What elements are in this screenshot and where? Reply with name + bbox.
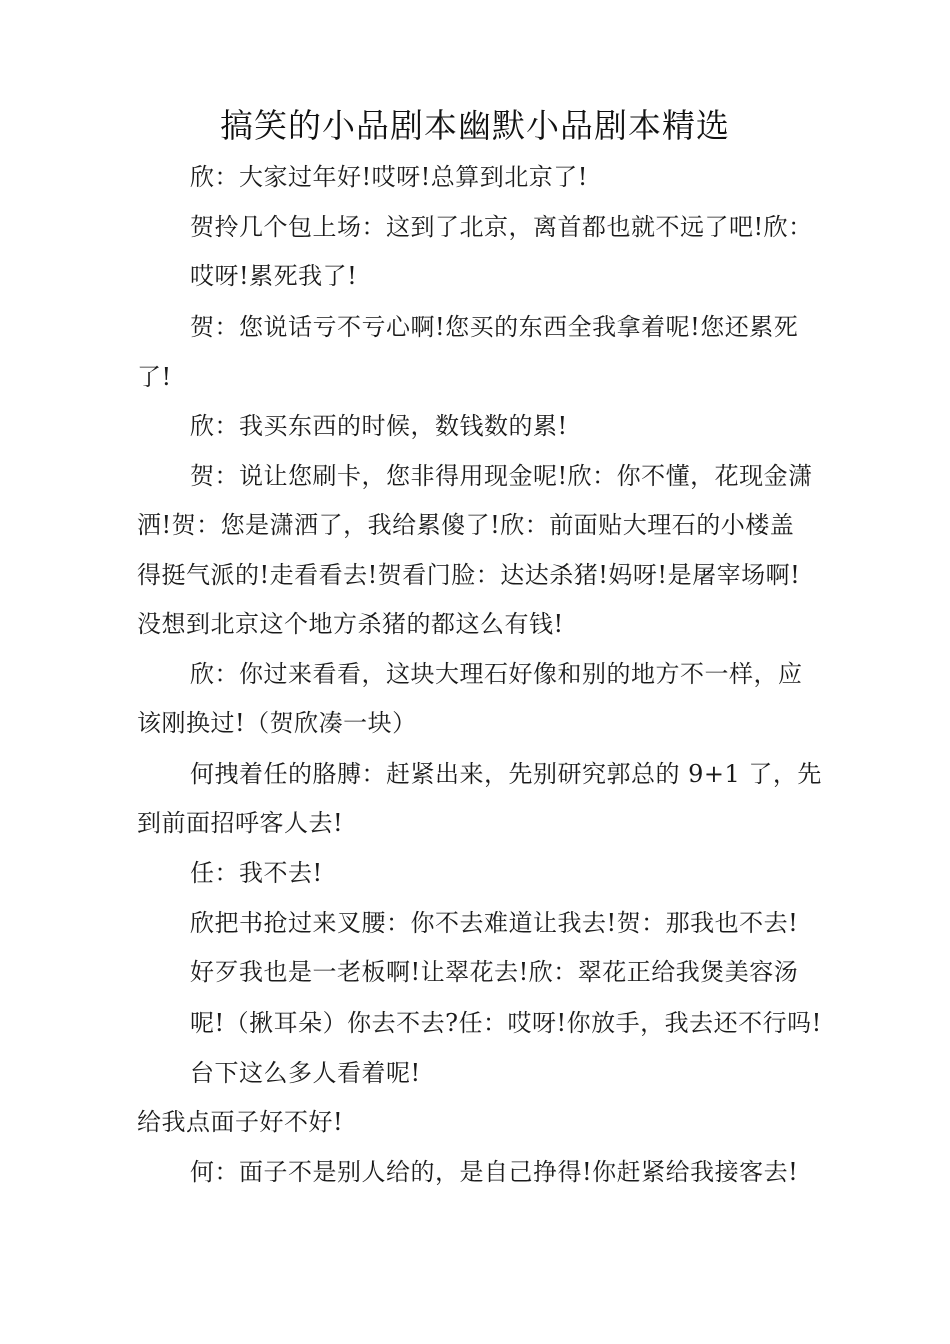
- script-line: 得挺气派的!走看看去!贺看门脸：达达杀猪!妈呀!是屠宰场啊!: [137, 561, 801, 589]
- script-line: 何：面子不是别人给的，是自己挣得!你赶紧给我接客去!: [190, 1158, 799, 1186]
- script-line: 了!: [137, 363, 172, 391]
- script-line: 该刚换过!（贺欣凑一块）: [137, 709, 417, 737]
- script-line: 欣：我买东西的时候，数钱数的累!: [190, 412, 568, 440]
- document-title: 搞笑的小品剧本幽默小品剧本精选: [220, 106, 730, 145]
- script-line: 给我点面子好不好!: [137, 1108, 344, 1136]
- script-line: 台下这么多人看着呢!: [190, 1059, 421, 1087]
- script-line: 贺拎几个包上场：这到了北京，离首都也就不远了吧!欣：: [190, 213, 813, 241]
- script-line: 任：我不去!: [190, 859, 323, 887]
- script-line: 欣：大家过年好!哎呀!总算到北京了!: [190, 163, 588, 191]
- script-line: 好歹我也是一老板啊!让翠花去!欣：翠花正给我煲美容汤: [190, 958, 799, 986]
- script-line: 到前面招呼客人去!: [137, 809, 344, 837]
- script-line: 何拽着任的胳膊：赶紧出来，先别研究郭总的 9+1 了，先: [190, 760, 822, 788]
- script-line: 欣：你过来看看，这块大理石好像和别的地方不一样，应: [190, 660, 803, 688]
- script-line: 贺：说让您刷卡，您非得用现金呢!欣：你不懂，花现金潇: [190, 462, 813, 490]
- script-line: 欣把书抢过来叉腰：你不去难道让我去!贺：那我也不去!: [190, 909, 799, 937]
- script-line: 贺：您说话亏不亏心啊!您买的东西全我拿着呢!您还累死: [190, 313, 799, 341]
- script-line: 哎呀!累死我了!: [190, 262, 358, 290]
- script-line: 呢!（揪耳朵）你去不去?任：哎呀!你放手，我去还不行吗!: [190, 1009, 822, 1037]
- script-line: 洒!贺：您是潇洒了，我给累傻了!欣：前面贴大理石的小楼盖: [137, 511, 795, 539]
- script-line: 没想到北京这个地方杀猪的都这么有钱!: [137, 610, 564, 638]
